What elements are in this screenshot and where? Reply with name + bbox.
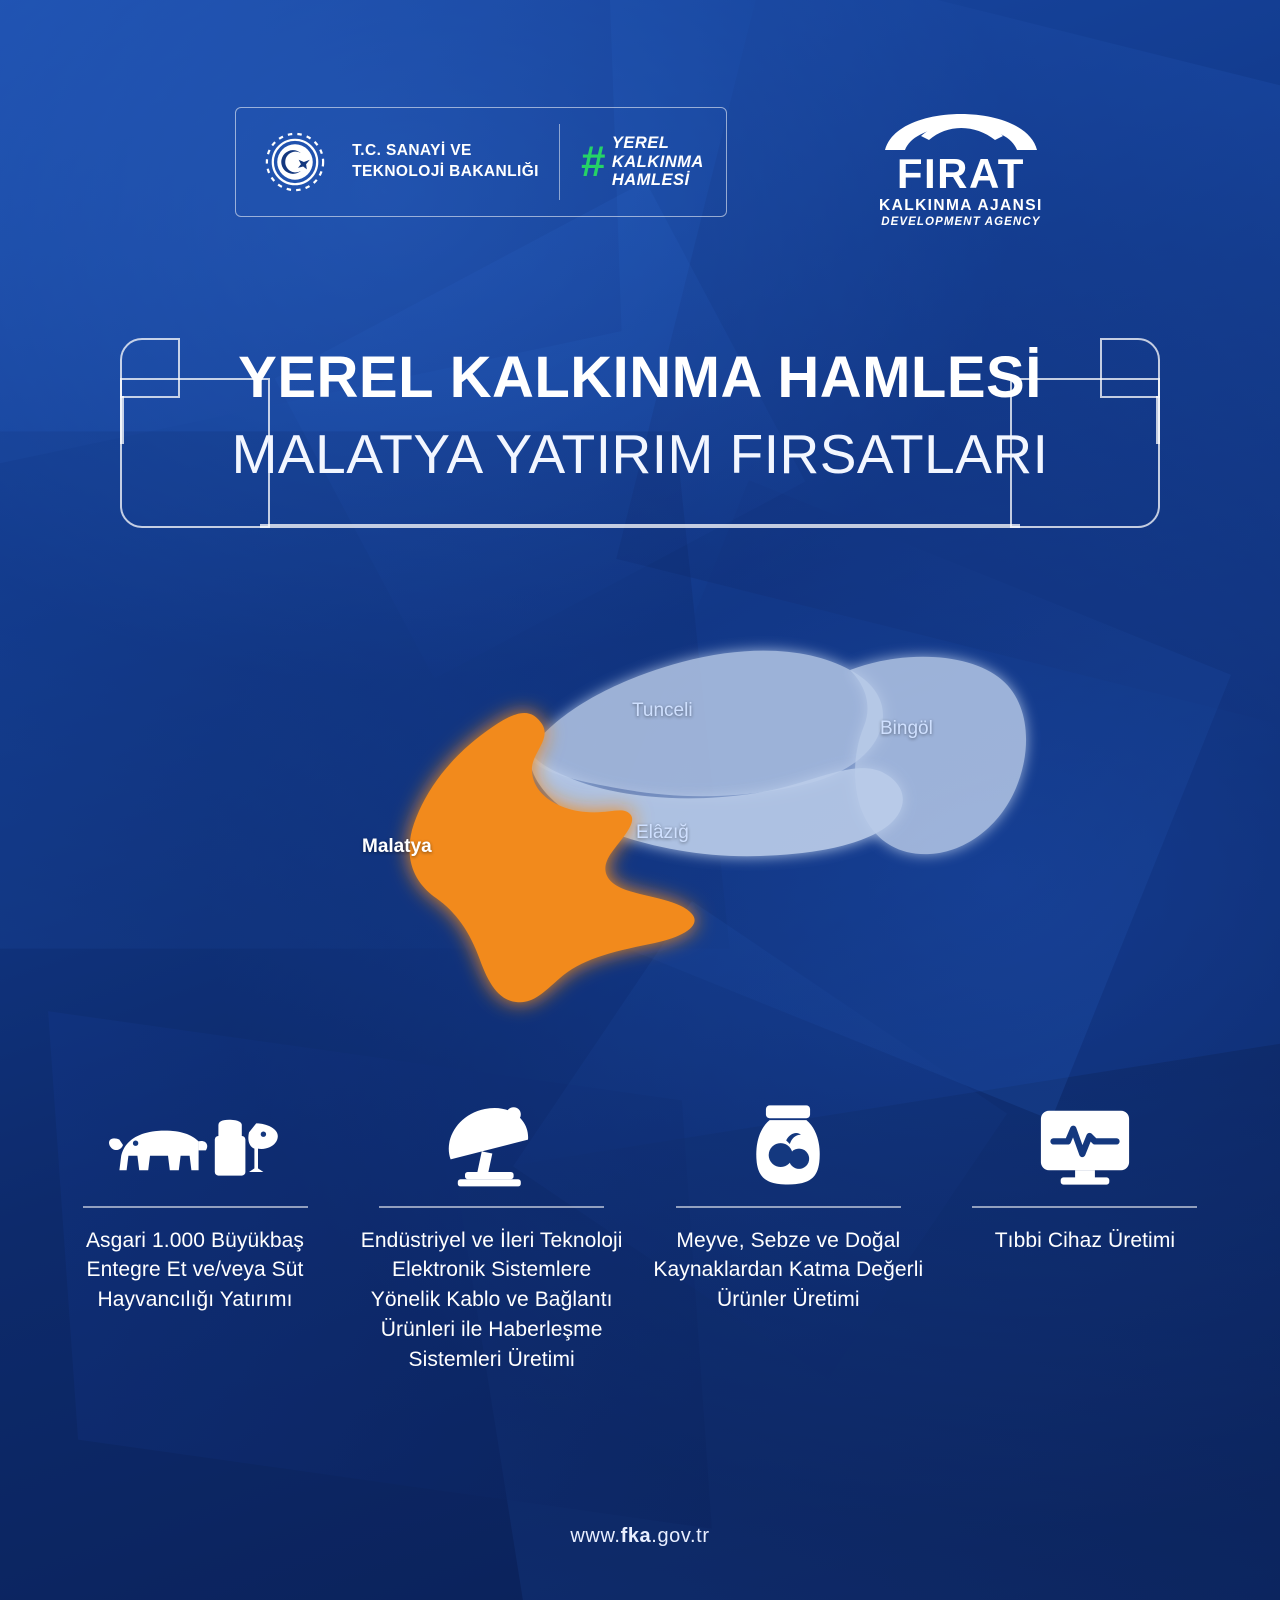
turkish-crescent-gear-emblem-icon (258, 125, 332, 199)
logo-divider (559, 124, 561, 200)
sector-list (60, 1090, 1220, 1375)
firat-arc-logo-icon (877, 96, 1045, 152)
sector-divider (676, 1206, 901, 1208)
footer-url-prefix: www. (570, 1525, 621, 1547)
ministry-name (352, 141, 539, 183)
footer-url[interactable] (0, 1525, 1280, 1548)
frame-edge-bottom (260, 524, 1020, 528)
map-label-malatya: Malatya (362, 836, 432, 857)
ministry-logo-block (235, 107, 727, 217)
sector-item-livestock (60, 1090, 330, 1315)
hashtag-icon: # (580, 137, 605, 187)
satellite-dish-icon (438, 1090, 546, 1190)
campaign-name (612, 134, 704, 189)
sector-divider (379, 1206, 604, 1208)
sector-item-medical (950, 1090, 1220, 1255)
map-label-tunceli: Tunceli (632, 700, 693, 721)
footer-url-suffix: .gov.tr (651, 1525, 710, 1547)
sector-divider (972, 1206, 1197, 1208)
campaign-line-1: YEREL (611, 134, 670, 153)
page-title: YEREL KALKINMA HAMLESİ (238, 345, 1042, 410)
sector-caption: Meyve, Sebze ve Doğal Kaynaklardan Katma Değerli Ürünler Üretimi (653, 1228, 924, 1312)
ministry-line-2: TEKNOLOJİ BAKANLIĞI (352, 162, 539, 180)
map-label-bingol: Bingöl (880, 718, 933, 739)
campaign-logo (580, 134, 703, 189)
medical-monitor-icon (1035, 1090, 1135, 1190)
sector-item-electronics (357, 1090, 627, 1375)
map-label-elazig: Elâzığ (636, 822, 689, 843)
region-map (0, 600, 1280, 1070)
campaign-line-3: HAMLESİ (611, 171, 690, 190)
header-logo-row (0, 96, 1280, 228)
sector-caption: Endüstriyel ve İleri Teknoloji Elektronik Sistemlere Yönelik Kablo ve Bağlantı Ürünleri ile Haberleşme Sistemleri Üretimi (360, 1228, 623, 1371)
campaign-line-2: KALKINMA (611, 152, 704, 171)
fruit-jar-icon (742, 1090, 834, 1190)
footer-url-domain: fka (620, 1525, 652, 1547)
sector-caption: Tıbbi Cihaz Üretimi (994, 1228, 1176, 1252)
ministry-line-1: T.C. SANAYİ VE (352, 142, 472, 160)
sector-divider (83, 1206, 308, 1208)
agency-name: FIRAT (896, 150, 1025, 197)
agency-subtitle-en: DEVELOPMENT AGENCY (881, 215, 1041, 228)
page-subtitle: MALATYA YATIRIM FIRSATLARI (231, 423, 1049, 485)
cow-milk-dairy-icon (105, 1090, 285, 1190)
agency-subtitle-tr: KALKINMA AJANSI (879, 196, 1043, 214)
sector-item-agrifood (653, 1090, 923, 1315)
agency-logo-block (877, 96, 1045, 228)
sector-caption: Asgari 1.000 Büyükbaş Entegre Et ve/veya Süt Hayvancılığı Yatırımı (85, 1228, 305, 1312)
title-frame (120, 338, 1160, 528)
